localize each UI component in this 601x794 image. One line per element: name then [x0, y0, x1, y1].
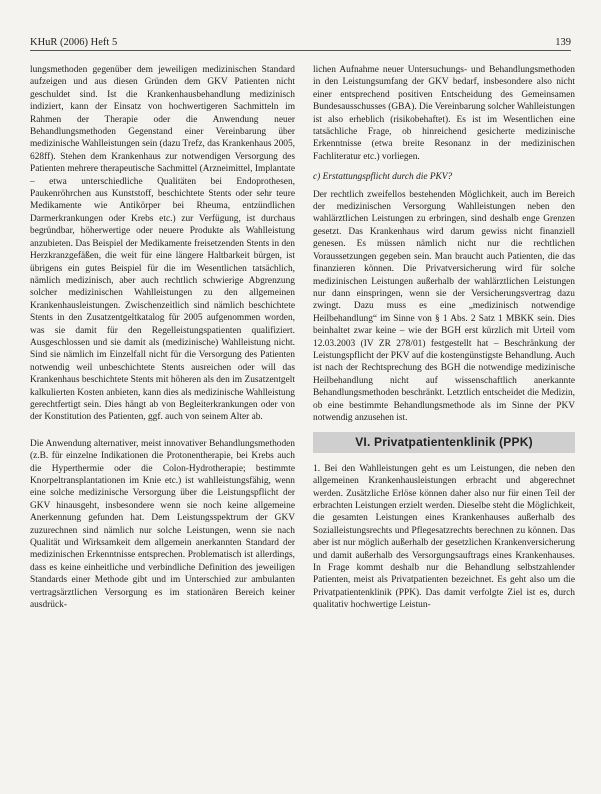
section-heading-banner: VI. Privatpatientenklinik (PPK)	[313, 432, 575, 452]
left-column	[30, 64, 295, 782]
page-header	[30, 30, 571, 50]
page-number: 139	[555, 37, 571, 48]
right-paragraph-2: Der rechtlich zweifellos bestehenden Möglichkeit, auch im Bereich der medizinischen Versorgung Wahlleistungen neben den wahlärztlichen Leistungen zu erbringen, sind deshalb enge Grenzen gesetzt. Das Krankenhaus wird darum gewiss nicht finanziell genesen. Es müssen nämlich nicht nur die rechtlichen Voraussetzungen gegeben sein. Man braucht auch Patienten, die das finanzieren können. Die Privatversicherung wird für solche medizinischen Leistungen außerhalb der wahlärztlichen Leistungen nur dann einspringen, wenn sie der Versicherungsvertrag dazu zwingt. Dazu muss es eine „medizinisch notwendige Heilbehandlung“ im Sinne von § 1 Abs. 2 Satz 1 MBKK sein. Dies beinhaltet zwar keine – wie der BGH erst kürzlich mit Urteil vom 12.03.2003 (IV ZR 278/01) festgestellt hat – Beschränkung der Leistungspflicht der PKV auf die kostengünstigste Behandlung. Auch ist nach der Rechtsprechung des BGH die notwendige medizinische Heilbehandlung nicht auf wissenschaftlich anerkannte Behandlungsmethoden beschränkt. Letztlich entscheidet die Medizin, ob eine bestimmte Behandlungsmethode als im Sinne der PKV notwendig anzusehen ist.	[313, 189, 575, 423]
left-paragraph-1: lungsmethoden gegenüber dem jeweiligen medizinischen Standard aufzeigen und aus diesen Gründen dem GKV Patienten nicht geschuldet sind. Ist die Krankenhausbehandlung medizinisch indiziert, kann der Einsatz von hochwertigeren Sachmitteln im Rahmen der Therapie oder die Anwendung neuer Behandlungsmethoden Gegenstand einer Vereinbarung über medizinische Wahlleistungen sein (dazu Trefz, das Krankenhaus 2005, 628ff). Stehen dem Krankenhaus zur notwendigen Versorgung des Patienten mehrere therapeutische Sachmittel (Arzneimittel, Implantate – etwa unterschiedliche Qualitäten bei Endoprothesen, Paukenröhrchen aus Kunststoff, beschichtete Stents oder sehr teure Medikamente wie Antikörper bei Rheuma, entzündlichen Darmerkrankungen oder Krebs etc.) zur Verfügung, ist durchaus begründbar, höherwertige oder neuere Produkte als Wahlleistung anzubieten. Das Beispiel der Medikamente freisetzenden Stents in den Herzkranzgefäßen, die weit für eine längere Haltbarkeit bürgen, ist übrigens ein gutes Beispiel für die im Wesentlichen tatsächlich, nämlich medizinisch, aber auch rechtlich schwierige Abgrenzung solcher medizinischen Wahlleistungen zu den allgemeinen Krankenhausleistungen. Zwischenzeitlich sind nämlich beschichtete Stents in den Zusatzentgeltkatalog für 2005 aufgenommen worden, was sie damit für den Regelleistungspatienten qualifiziert. Ausgeschlossen und sie damit als (medizinische) Wahlleistung nicht. Sind sie nämlich im Einzelfall nicht für die Versorgung des Patienten notwendig weil unbeschichtete Stents ausreichen oder will das Krankenhaus beschichtete Stents mit höheren als den im Zusatzentgelt kalkulierten Kosten anbieten, kann dies als medizinische Wahlleistung gerechtfertigt sein. Dies hängt ab von Begleiterkrankungen oder von der Konstitution des Patienten, ggf. auch von seinem Alter ab.	[30, 65, 295, 423]
right-column	[313, 64, 575, 782]
left-paragraph-2: Die Anwendung alternativer, meist innovativer Behandlungsmethoden (z.B. für einzelne Indikationen die Protonentherapie, bei Krebs auch die Hyperthermie oder die Colon-Hydrotherapie; bestimmte Knorpeltransplantationen im Knie etc.) ist wahlleistungsfähig, wenn eine solche medizinische Versorgung über die Leistungspflicht der GKV hinausgeht, insbesondere wenn sie noch keine allgemeine Anerkennung gefunden hat. Dem Leistungsspektrum der GKV zuzurechnen sind nämlich nur solche Leistungen, wenn sie nach Qualität und Wirksamkeit dem allgemein anerkannten Standard der medizinischen Erkenntnisse entsprechen. Problematisch ist allerdings, dass es keine einheitliche und verbindliche Definition des jeweiligen Standards einer Methode gibt und im Unterschied zur ambulanten vertragsärztlichen Versorgung es im stationären Bereich keiner ausdrück-	[30, 438, 295, 611]
journal-reference: KHuR (2006) Heft 5	[30, 37, 118, 48]
header-rule	[30, 50, 571, 51]
section-subheading: c) Erstattungspflicht durch die PKV?	[313, 172, 453, 183]
right-paragraph-3: 1. Bei den Wahlleistungen geht es um Leistungen, die neben den allgemeinen Krankenhausleistungen erbracht und abgerechnet werden. Zusätzliche Erlöse können daher also nur für einen Teil der erbrachten Leistungen erzielt werden. Dieselbe steht die Möglichkeit, die gesamten Leistungen eines Krankenhauses außerhalb des Sozialleistungsrechts und Pflegesatzrechts berechnen zu können. Das aber ist nur möglich außerhalb der gesetzlichen Krankenversicherung und damit außerhalb des Versorgungsauftrags eines Krankenhauses. In Frage kommt deshalb nur die Behandlung selbstzahlender Patienten, meist als Privatpatienten bezeichnet. Es geht also um die Privatpatientenklinik (PPK). Das damit verfolgte Ziel ist es, durch qualitativ hochwertige Leistun-	[313, 463, 575, 611]
right-paragraph-1: lichen Aufnahme neuer Untersuchungs- und Behandlungsmethoden in den Leistungsumfang der GKV bedarf, insbesondere also nicht einer entsprechend positiven Entscheidung des Gemeinsamen Bundesausschusses (GBA). Die Vereinbarung solcher Wahlleistungen ist also erheblich (risikobehaftet). Es ist im Wesentlichen eine tatsächliche Frage, ob hinreichend gesicherte medizinische Erkenntnisse (etwa breite Resonanz in der medizinischen Fachliteratur etc.) vorliegen.	[313, 65, 575, 162]
